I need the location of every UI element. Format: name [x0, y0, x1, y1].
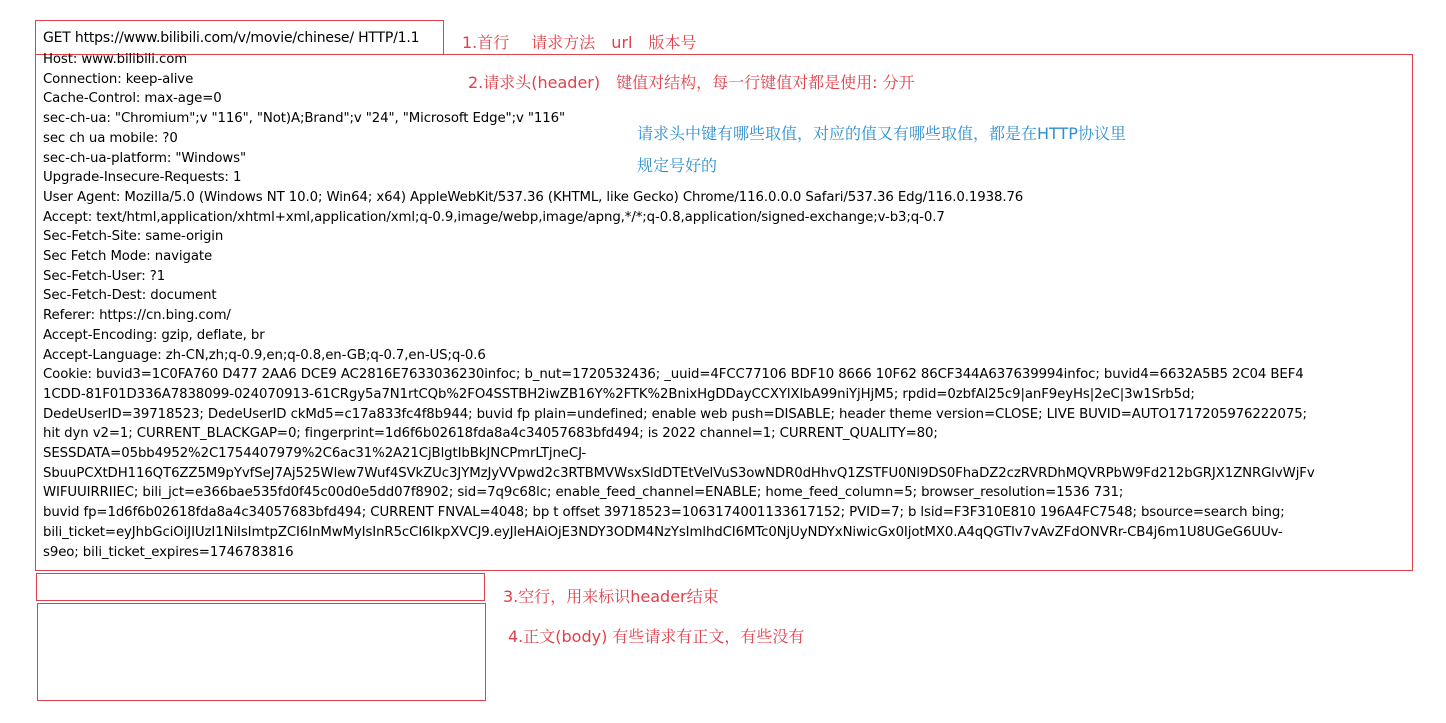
- header-note-line1: 请求头中键有哪些取值，对应的值又有哪些取值，都是在HTTP协议里: [637, 124, 1126, 143]
- annotation-url: url: [611, 33, 633, 52]
- header-note-line2: 规定号好的: [637, 156, 718, 175]
- header-line: WIFUUIRRIIEC; bili_jct=e366bae535fd0f45c00d0e5dd07f8902; sid=7q9c68lc; enable_feed_channel=ENABLE; home_feed_column=5; browser_resolution=1536 731;: [43, 485, 1124, 501]
- header-line: sec-ch-ua-platform: "Windows": [43, 150, 247, 166]
- header-line: User Agent: Mozilla/5.0 (Windows NT 10.0; Win64; x64) AppleWebKit/537.36 (KHTML, like Gecko) Chrome/116.0.0.0 Safari/537.36 Edg/116.0.1938.76: [43, 189, 1024, 205]
- header-line: hit dyn v2=1; CURRENT_BLACKGAP=0; fingerprint=1d6f6b02618fda8a4c34057683bfd494; is 2022 channel=1; CURRENT_QUALITY=80;: [43, 426, 938, 442]
- header-line: SbuuPCXtDH116QT6ZZ5M9pYvfSeJ7Aj525Wlew7Wuf4SVkZUc3JYMzJyVVpwd2c3RTBMVWsxSldDTEtVelVuS3owNDR0dHhvQ1ZSTFU0Nl9DS0FhaDZ2czRVRDhMQVRPbW9Fd212bGRJX1ZNRGlvWjFv: [43, 465, 1315, 481]
- header-line: Host: www.bilibili.com: [43, 52, 188, 67]
- blank-line-annotation: 3.空行，用来标识header结束: [503, 587, 719, 606]
- header-line: Upgrade-Insecure-Requests: 1: [43, 170, 242, 186]
- body-box: [37, 603, 486, 701]
- request-line: GET https://www.bilibili.com/v/movie/chinese/ HTTP/1.1: [43, 30, 420, 46]
- header-line: Sec-Fetch-User: ?1: [43, 268, 166, 284]
- annotation-version: 版本号: [648, 33, 697, 52]
- header-line: bili_ticket=eyJhbGciOiJIUzI1NiIsImtpZCI6InMwMyIsInR5cCI6IkpXVCJ9.eyJleHAiOjE3NDY3ODM4NzYsImlhdCI6MTc0NjUyNDYxNiwicGx0IjotMX0.A4qQGTlv7vAvZFdONVRr-CB4j6m1U8UGeG6UUv-: [43, 524, 1283, 540]
- header-line: Sec-Fetch-Site: same-origin: [43, 229, 224, 245]
- header-line: DedeUserID=39718523; DedeUserID ckMd5=c17a833fc4f8b944; buvid fp plain=undefined; enable web push=DISABLE; header theme version=CLOSE; LIVE BUVID=AUTO1717205976222075;: [43, 406, 1307, 422]
- header-line: 1CDD-81F01D336A7838099-024070913-61CRgy5a7N1rtCQb%2FO4SSTBH2iwZB16Y%2FTK%2BnixHgDDayCCXYlXlbA99niYjHjM5; rpdid=0zbfAl25c9|anF9eyHs|2eC|3w1Srb5d;: [43, 386, 1195, 402]
- request-line-annotation: [462, 30, 696, 53]
- header-annotation: [468, 70, 915, 93]
- header-line: SESSDATA=05bb4952%2C1754407979%2C6ac31%2A21CjBlgtIbBkJNCPmrLTjneCJ-: [43, 446, 587, 461]
- header-line: sec-ch-ua: "Chromium";v "116", "Not)A;Brand";v "24", "Microsoft Edge";v "116": [43, 111, 565, 127]
- header-line: s9eo; bili_ticket_expires=1746783816: [43, 544, 294, 560]
- header-line: Cookie: buvid3=1C0FA760 D477 2AA6 DCE9 AC2816E7633036230infoc; b_nut=1720532436; _uuid=4FCC77106 BDF10 8666 10F62 86CF344A637639994infoc; buvid4=6632A5B5 2C04 BEF4: [43, 367, 1304, 383]
- header-line: sec ch ua mobile: ?0: [43, 130, 178, 146]
- header-title: 2.请求头(header): [468, 73, 601, 92]
- blank-line-box: [36, 573, 485, 601]
- header-line: Sec Fetch Mode: navigate: [43, 249, 213, 264]
- header-line: Cache-Control: max-age=0: [43, 91, 222, 107]
- header-desc: 键值对结构，每一行键值对都是使用: 分开: [616, 73, 915, 92]
- header-line: Referer: https://cn.bing.com/: [43, 308, 231, 324]
- header-line: Accept: text/html,application/xhtml+xml,application/xml;q-0.9,image/webp,image/apng,*/*;q-0.8,application/signed-exchange;v-b3;q-0.7: [43, 209, 945, 225]
- header-line: Accept-Language: zh-CN,zh;q-0.9,en;q-0.8,en-GB;q-0.7,en-US;q-0.6: [43, 347, 486, 363]
- header-line: buvid fp=1d6f6b02618fda8a4c34057683bfd494; CURRENT FNVAL=4048; bp t offset 39718523=1063174001133617152; PVID=7; b lsid=F3F310E810 196A4FC7548; bsource=search bing;: [43, 505, 1285, 521]
- header-line: Accept-Encoding: gzip, deflate, br: [43, 327, 265, 343]
- body-annotation: 4.正文(body) 有些请求有正文，有些没有: [508, 627, 805, 646]
- header-line: Connection: keep-alive: [43, 71, 194, 87]
- header-line: Sec-Fetch-Dest: document: [43, 288, 217, 304]
- annotation-index: 1.首行: [462, 33, 510, 52]
- annotation-method: 请求方法: [531, 33, 596, 52]
